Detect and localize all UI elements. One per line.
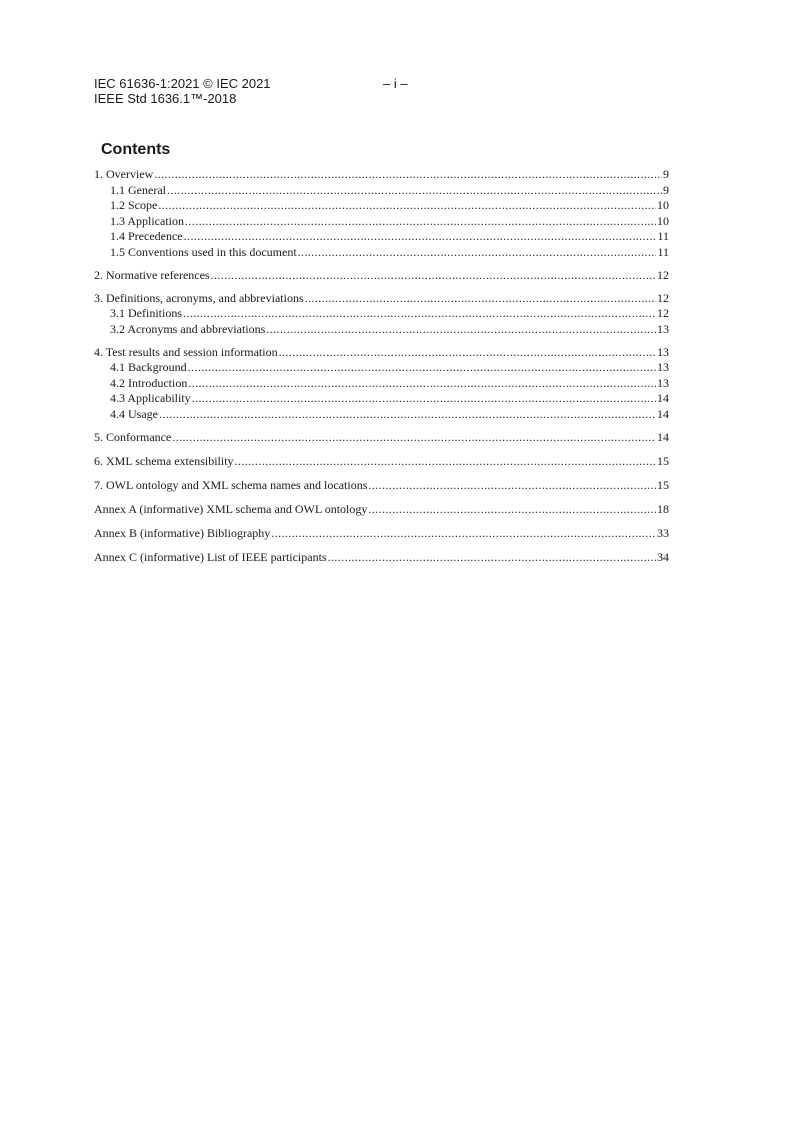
toc-entry-acronyms[interactable]	[94, 322, 669, 338]
table-of-contents	[94, 167, 669, 565]
toc-leader-dots	[183, 306, 656, 322]
toc-leader-dots	[271, 526, 656, 542]
toc-entry-page: 18	[657, 501, 669, 516]
toc-entry-scope[interactable]	[94, 198, 669, 214]
document-header	[94, 76, 271, 106]
toc-entry-label: 1.3 Application	[110, 213, 184, 228]
toc-entry-label: 4.1 Background	[110, 360, 187, 374]
toc-entry-overview[interactable]	[94, 167, 669, 183]
toc-leader-dots	[235, 454, 656, 470]
toc-entry-label: 4.3 Applicability	[110, 391, 191, 405]
toc-entry-conformance[interactable]	[94, 430, 669, 446]
toc-entry-label: 4.2 Introduction	[110, 375, 188, 390]
toc-entry-page: 34	[657, 549, 669, 564]
toc-entry-page: 12	[657, 267, 669, 282]
toc-entry-label: 1.2 Scope	[110, 198, 158, 212]
toc-entry-page: 9	[663, 182, 669, 197]
toc-entry-page: 13	[657, 360, 669, 374]
toc-entry-application[interactable]	[94, 214, 669, 230]
page-number: – i –	[383, 76, 408, 91]
toc-leader-dots	[185, 214, 656, 230]
toc-leader-dots	[266, 322, 656, 338]
toc-leader-dots	[158, 198, 656, 214]
toc-leader-dots	[188, 376, 656, 392]
contents-heading: Contents	[101, 141, 171, 158]
toc-entry-owl-ontology[interactable]	[94, 478, 669, 494]
toc-leader-dots	[159, 407, 656, 423]
toc-entry-page: 10	[657, 198, 669, 212]
toc-entry-background[interactable]	[94, 360, 669, 376]
header-standard-iec: IEC 61636-1:2021 © IEC 2021	[94, 76, 271, 91]
toc-leader-dots	[298, 245, 657, 261]
toc-entry-annex-a[interactable]	[94, 502, 669, 518]
toc-entry-page: 11	[657, 244, 669, 259]
toc-leader-dots	[328, 550, 656, 566]
toc-entry-conventions[interactable]	[94, 245, 669, 261]
toc-entry-label: Annex A (informative) XML schema and OWL ontology	[94, 501, 368, 516]
toc-entry-introduction[interactable]	[94, 376, 669, 392]
toc-entry-page: 33	[657, 525, 669, 540]
toc-entry-page: 13	[657, 321, 669, 336]
toc-entry-page: 14	[657, 391, 669, 405]
toc-entry-page: 13	[657, 344, 669, 359]
toc-entry-page: 13	[657, 375, 669, 390]
toc-entry-label: 2. Normative references	[94, 267, 210, 282]
toc-entry-xml-extensibility[interactable]	[94, 454, 669, 470]
toc-leader-dots	[167, 183, 662, 199]
toc-entry-page: 14	[657, 406, 669, 421]
toc-entry-label: 1.5 Conventions used in this document	[110, 244, 297, 259]
toc-entry-annex-c[interactable]	[94, 550, 669, 566]
toc-entry-label: 6. XML schema extensibility	[94, 453, 234, 468]
toc-entry-label: 3.1 Definitions	[110, 306, 182, 320]
toc-entry-test-results[interactable]	[94, 345, 669, 361]
toc-leader-dots	[184, 229, 657, 245]
toc-entry-page: 15	[657, 453, 669, 468]
toc-leader-dots	[211, 268, 656, 284]
toc-entry-page: 9	[663, 167, 669, 181]
toc-entry-label: 4.4 Usage	[110, 406, 158, 421]
toc-entry-label: 7. OWL ontology and XML schema names and locations	[94, 477, 368, 492]
toc-entry-label: Annex C (informative) List of IEEE participants	[94, 549, 327, 564]
toc-entry-label: 3.2 Acronyms and abbreviations	[110, 321, 266, 336]
toc-entry-definitions-section[interactable]	[94, 291, 669, 307]
toc-entry-label: 1.1 General	[110, 182, 166, 197]
toc-entry-label: 1. Overview	[94, 167, 154, 181]
toc-entry-definitions[interactable]	[94, 306, 669, 322]
toc-leader-dots	[154, 167, 662, 183]
toc-leader-dots	[368, 502, 656, 518]
header-standard-ieee: IEEE Std 1636.1™-2018	[94, 91, 237, 106]
toc-entry-label: 4. Test results and session information	[94, 344, 278, 359]
toc-leader-dots	[192, 391, 656, 407]
toc-entry-label: 5. Conformance	[94, 429, 172, 444]
toc-leader-dots	[368, 478, 656, 494]
toc-entry-annex-b[interactable]	[94, 526, 669, 542]
toc-entry-page: 12	[657, 306, 669, 320]
toc-entry-label: 3. Definitions, acronyms, and abbreviations	[94, 290, 304, 305]
toc-entry-page: 14	[657, 429, 669, 444]
toc-leader-dots	[305, 291, 656, 307]
toc-entry-general[interactable]	[94, 183, 669, 199]
toc-leader-dots	[188, 360, 656, 376]
toc-entry-label: 1.4 Precedence	[110, 229, 183, 243]
toc-entry-page: 10	[657, 213, 669, 228]
toc-entry-applicability[interactable]	[94, 391, 669, 407]
toc-entry-label: Annex B (informative) Bibliography	[94, 525, 271, 540]
toc-entry-precedence[interactable]	[94, 229, 669, 245]
toc-entry-page: 11	[657, 229, 669, 243]
toc-entry-normative-references[interactable]	[94, 268, 669, 284]
toc-leader-dots	[279, 345, 656, 361]
toc-entry-page: 15	[657, 477, 669, 492]
toc-entry-page: 12	[657, 290, 669, 305]
toc-entry-usage[interactable]	[94, 407, 669, 423]
toc-leader-dots	[172, 430, 656, 446]
